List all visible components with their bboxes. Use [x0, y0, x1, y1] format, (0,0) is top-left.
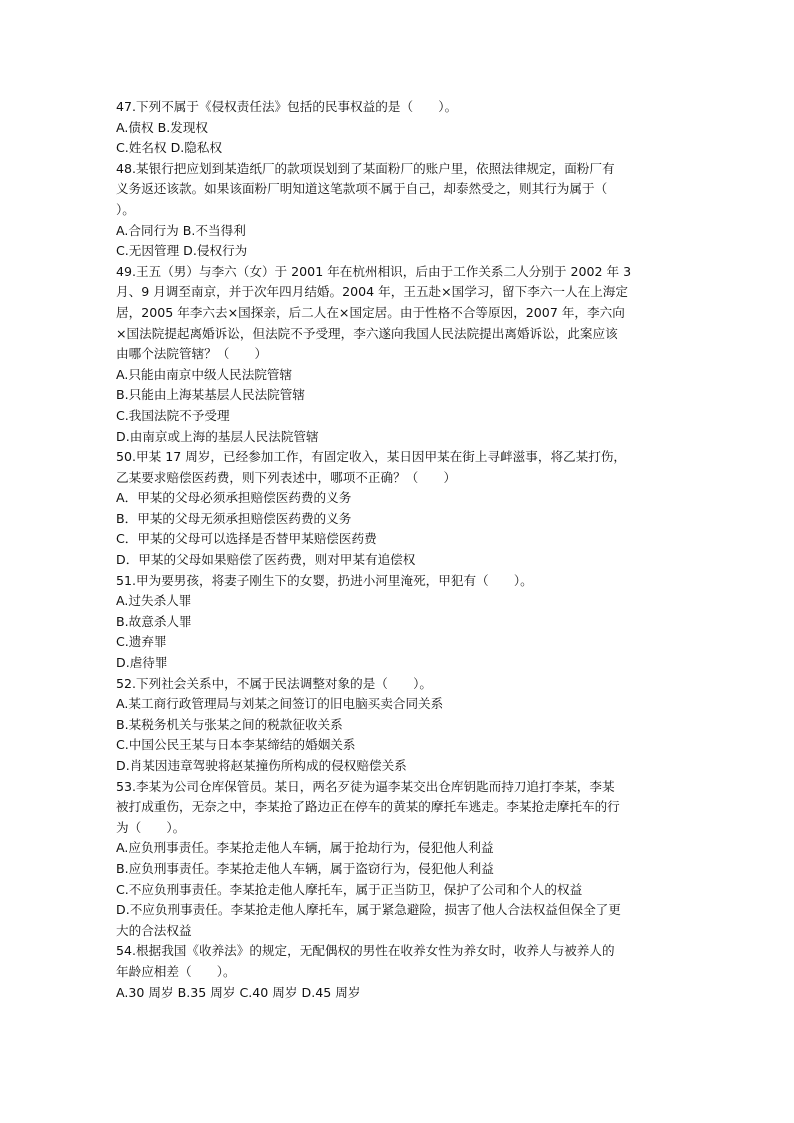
text-line: 53.李某为公司仓库保管员。某日，两名歹徒为逼李某交出仓库钥匙而持刀追打李某，李某	[116, 778, 615, 794]
text-line: A.债权 B.发现权	[116, 119, 209, 135]
text-line: D.不应负刑事责任。李某抢走他人摩托车，属于紧急避险，损害了他人合法权益但保全了更	[116, 902, 621, 918]
text-line: B.应负刑事责任。李某抢走他人车辆，属于盗窃行为，侵犯他人利益	[116, 860, 494, 876]
text-line: C.中国公民王某与日本李某缔结的婚姻关系	[116, 737, 356, 753]
text-line: C.不应负刑事责任。李某抢走他人摩托车，属于正当防卫，保护了公司和个人的权益	[116, 881, 583, 897]
text-line: 48.某银行把应划到某造纸厂的款项误划到了某面粉厂的账户里，依照法律规定，面粉厂有	[116, 160, 615, 176]
text-line: C.姓名权 D.隐私权	[116, 140, 223, 156]
text-line: 51.甲为要男孩，将妻子刚生下的女婴，扔进小河里淹死，甲犯有（ ）。	[116, 572, 533, 588]
text-line: A.某工商行政管理局与刘某之间签订的旧电脑买卖合同关系	[116, 696, 444, 712]
text-line: 义务返还该款。如果该面粉厂明知道这笔款项不属于自己，却泰然受之，则其行为属于（	[116, 181, 608, 197]
text-line: 49.王五（男）与李六（女）于 2001 年在杭州相识，后由于工作关系二人分别于 2002 年 3	[116, 263, 632, 279]
text-line: D.由南京或上海的基层人民法院管辖	[116, 428, 319, 444]
text-line: 居，2005 年李六去×国探亲，后二人在×国定居。由于性格不合等原因，2007 年，李六向	[116, 304, 625, 320]
text-line: C.我国法院不予受理	[116, 407, 230, 423]
text-line: B.故意杀人罪	[116, 613, 192, 629]
text-line: 为（ ）。	[116, 819, 186, 835]
text-line: D.肖某因违章驾驶将赵某撞伤所构成的侵权赔偿关系	[116, 758, 407, 773]
text-line: 大的合法权益	[116, 922, 192, 938]
text-line: 52.下列社会关系中，不属于民法调整对象的是（ ）。	[116, 675, 432, 691]
text-line: 乙某要求赔偿医药费，则下列表述中，哪项不正确？（ ）	[116, 469, 457, 485]
text-line: A.只能由南京中级人民法院管辖	[116, 366, 293, 382]
text-line: A.30 周岁 B.35 周岁 C.40 周岁 D.45 周岁	[116, 984, 361, 1000]
text-line: 月、9 月调至南京，并于次年四月结婚。2004 年，王五赴×国学习，留下李六一人在上海定	[116, 284, 628, 300]
text-line: A.应负刑事责任。李某抢走他人车辆，属于抢劫行为，侵犯他人利益	[116, 840, 494, 856]
text-line: 被打成重伤，无奈之中，李某抢了路边正在停车的黄某的摩托车逃走。李某抢走摩托车的行	[116, 799, 620, 815]
text-line: B.某税务机关与张某之间的税款征收关系	[116, 716, 343, 732]
text-line: ）。	[116, 201, 135, 217]
text-line: C.遗弃罪	[116, 634, 167, 650]
text-line: 50.甲某 17 周岁，已经参加工作，有固定收入，某日因甲某在街上寻衅滋事，将乙某打伤，	[116, 449, 627, 465]
text-line: ×国法院提起离婚诉讼，但法院不予受理，李六遂向我国人民法院提出离婚诉讼，此案应该	[116, 325, 618, 341]
text-line: D.虐待罪	[116, 655, 168, 671]
text-line: B．甲某的父母无须承担赔偿医药费的义务	[116, 510, 352, 526]
text-line: C.无因管理 D.侵权行为	[116, 243, 248, 259]
text-line: 由哪个法院管辖？（ ）	[116, 346, 268, 362]
text-line: A.合同行为 B.不当得利	[116, 222, 246, 238]
text-line: 54.根据我国《收养法》的规定，无配偶权的男性在收养女性为养女时，收养人与被养人的	[116, 943, 615, 959]
text-line: C．甲某的父母可以选择是否替甲某赔偿医药费	[116, 531, 377, 547]
text-line: 年龄应相差（ ）。	[116, 963, 236, 979]
text-line: D．甲某的父母如果赔偿了医药费，则对甲某有追偿权	[116, 552, 416, 568]
text-line: A.过失杀人罪	[116, 593, 192, 609]
document-page	[116, 97, 676, 1003]
text-line: 47.下列不属于《侵权责任法》包括的民事权益的是（ ）。	[116, 99, 458, 114]
text-line: B.只能由上海某基层人民法院管辖	[116, 387, 305, 403]
text-line: A．甲某的父母必须承担赔偿医药费的义务	[116, 490, 352, 506]
